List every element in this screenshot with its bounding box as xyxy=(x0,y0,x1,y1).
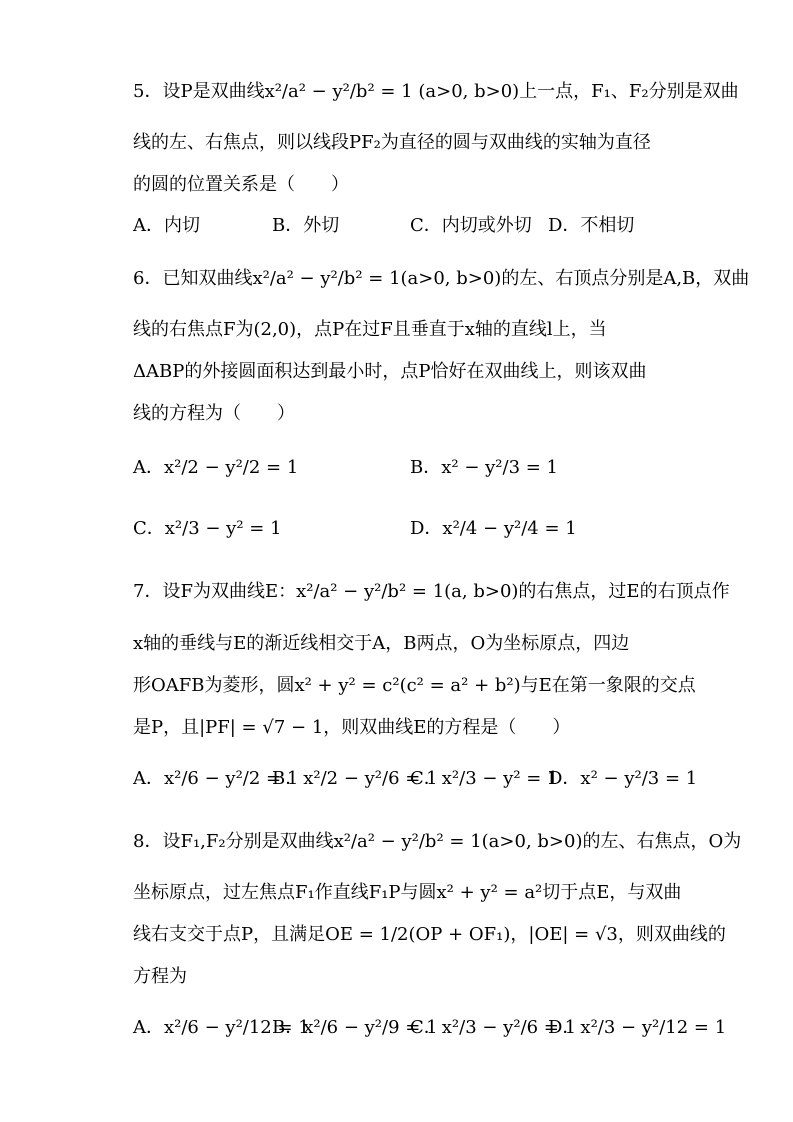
q8-option-c: C．x²/3 − y²/6 = 1 xyxy=(410,1017,577,1038)
q6-line-2: 线的右焦点F为(2,0)，点P在过F且垂直于x轴的直线l上，当 xyxy=(133,319,607,340)
q7-option-c: C．x²/3 − y² = 1 xyxy=(410,768,559,789)
q5-line-1: 5．设P是双曲线x²/a² − y²/b² = 1 (a>0, b>0)上一点，F₁、F₂分别是双曲 xyxy=(133,81,739,102)
q7-option-b: B．x²/2 − y²/6 = 1 xyxy=(272,768,438,789)
q6-option-b: B．x² − y²/3 = 1 xyxy=(410,457,558,478)
q5-option-d: D．不相切 xyxy=(548,215,635,236)
q6-line-4: 线的方程为（ ） xyxy=(133,403,295,424)
q6-option-c: C．x²/3 − y² = 1 xyxy=(133,518,282,539)
q5-option-a: A．内切 xyxy=(133,215,200,236)
q8-option-a: A．x²/6 − y²/12 = 1 xyxy=(133,1017,310,1038)
q7-line-4: 是P，且|PF| = √7 − 1，则双曲线E的方程是（ ） xyxy=(133,717,571,738)
q6-option-d: D．x²/4 − y²/4 = 1 xyxy=(410,518,577,539)
q5-line-2: 线的左、右焦点，则以线段PF₂为直径的圆与双曲线的实轴为直径 xyxy=(133,132,651,153)
q7-option-d: D．x² − y²/3 = 1 xyxy=(548,768,698,789)
q8-line-3: 线右支交于点P，且满足OE = 1/2(OP + OF₁)，|OE| = √3，则双曲线的 xyxy=(133,924,726,945)
q7-line-1: 7．设F为双曲线E：x²/a² − y²/b² = 1(a, b>0)的右焦点，过E的右顶点作 xyxy=(133,581,730,602)
q5-line-3: 的圆的位置关系是（ ） xyxy=(133,174,349,195)
q8-line-2: 坐标原点，过左焦点F₁作直线F₁P与圆x² + y² = a²切于点E，与双曲 xyxy=(133,882,682,903)
q7-line-2: x轴的垂线与E的渐近线相交于A，B两点，O为坐标原点，四边 xyxy=(133,633,630,654)
q6-line-3: ΔABP的外接圆面积达到最小时，点P恰好在双曲线上，则该双曲 xyxy=(133,361,647,382)
q8-option-b: B．x²/6 − y²/9 = 1 xyxy=(272,1017,438,1038)
q6-line-1: 6．已知双曲线x²/a² − y²/b² = 1(a>0, b>0)的左、右顶点分别是A,B，双曲 xyxy=(133,268,750,289)
q8-line-1: 8．设F₁,F₂分别是双曲线x²/a² − y²/b² = 1(a>0, b>0)的左、右焦点，O为 xyxy=(133,831,742,852)
q7-line-3: 形OAFB为菱形，圆x² + y² = c²(c² = a² + b²)与E在第一象限的交点 xyxy=(133,675,696,696)
q5-option-c: C．内切或外切 xyxy=(410,215,532,236)
q8-line-4: 方程为 xyxy=(133,966,187,987)
q5-option-b: B．外切 xyxy=(272,215,340,236)
q7-option-a: A．x²/6 − y²/2 = 1 xyxy=(133,768,299,789)
q6-option-a: A．x²/2 − y²/2 = 1 xyxy=(133,457,299,478)
q8-option-d: D．x²/3 − y²/12 = 1 xyxy=(548,1017,727,1038)
